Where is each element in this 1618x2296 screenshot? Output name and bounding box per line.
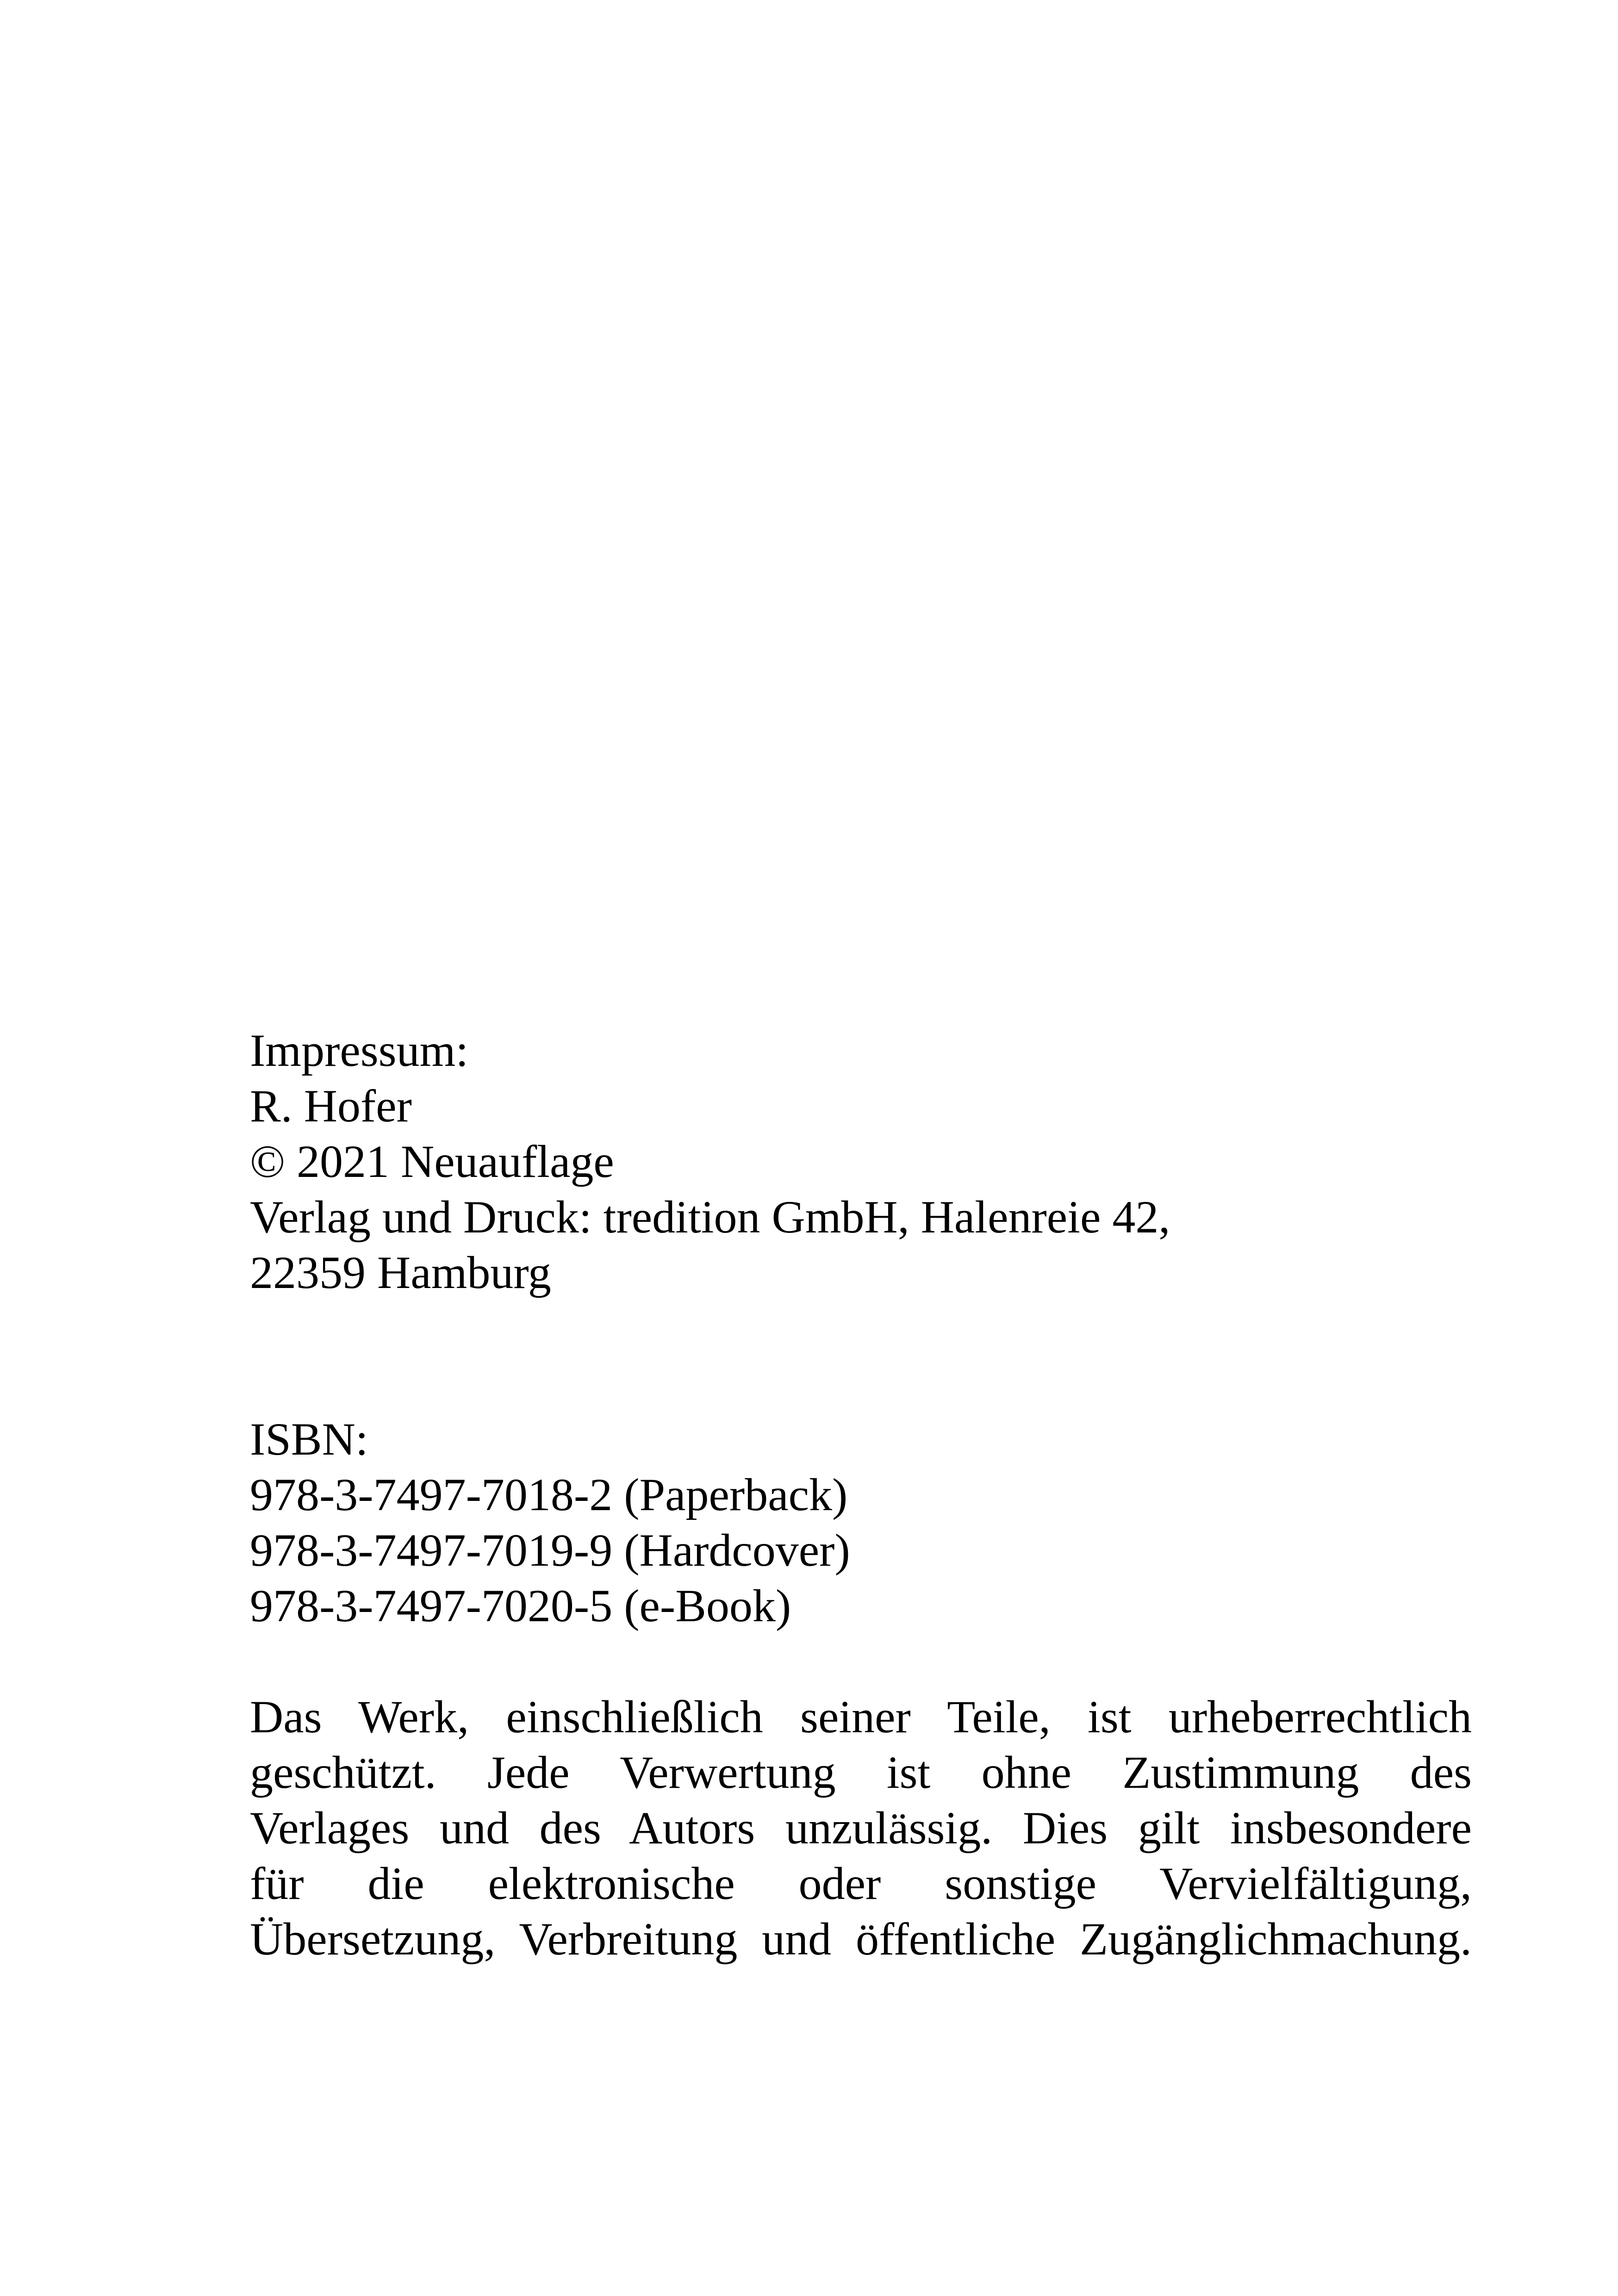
legal-line: Das Werk, einschließlich seiner Teile, ist urheberrechtlich — [250, 1691, 1472, 1742]
imprint-heading: Impressum: — [250, 1025, 469, 1076]
isbn-hardcover: 978-3-7497-7019-9 (Hardcover) — [250, 1524, 850, 1576]
legal-line: für die elektronische oder sonstige Vervielfältigung, — [250, 1858, 1472, 1909]
copyright-notice: © 2021 Neuauflage — [250, 1136, 614, 1187]
section-spacer — [250, 1634, 1472, 1689]
section-spacer — [250, 1300, 1472, 1412]
isbn-ebook: 978-3-7497-7020-5 (e-Book) — [250, 1580, 791, 1631]
legal-line: Verlages und des Autors unzulässig. Dies gilt insbesondere — [250, 1802, 1472, 1854]
isbn-paperback: 978-3-7497-7018-2 (Paperback) — [250, 1469, 848, 1520]
isbn-label: ISBN: — [250, 1413, 368, 1465]
publisher-address: Verlag und Druck: tredition GmbH, Halenreie 42, — [250, 1191, 1170, 1243]
imprint-block — [250, 1023, 1472, 1967]
legal-line: geschützt. Jede Verwertung ist ohne Zustimmung des — [250, 1747, 1472, 1798]
author-name: R. Hofer — [250, 1080, 412, 1132]
publisher-city: 22359 Hamburg — [250, 1247, 551, 1298]
legal-line: Übersetzung, Verbreitung und öffentliche Zugänglichmachung. — [250, 1913, 1472, 1965]
copyright-legal-text — [250, 1689, 1472, 1967]
